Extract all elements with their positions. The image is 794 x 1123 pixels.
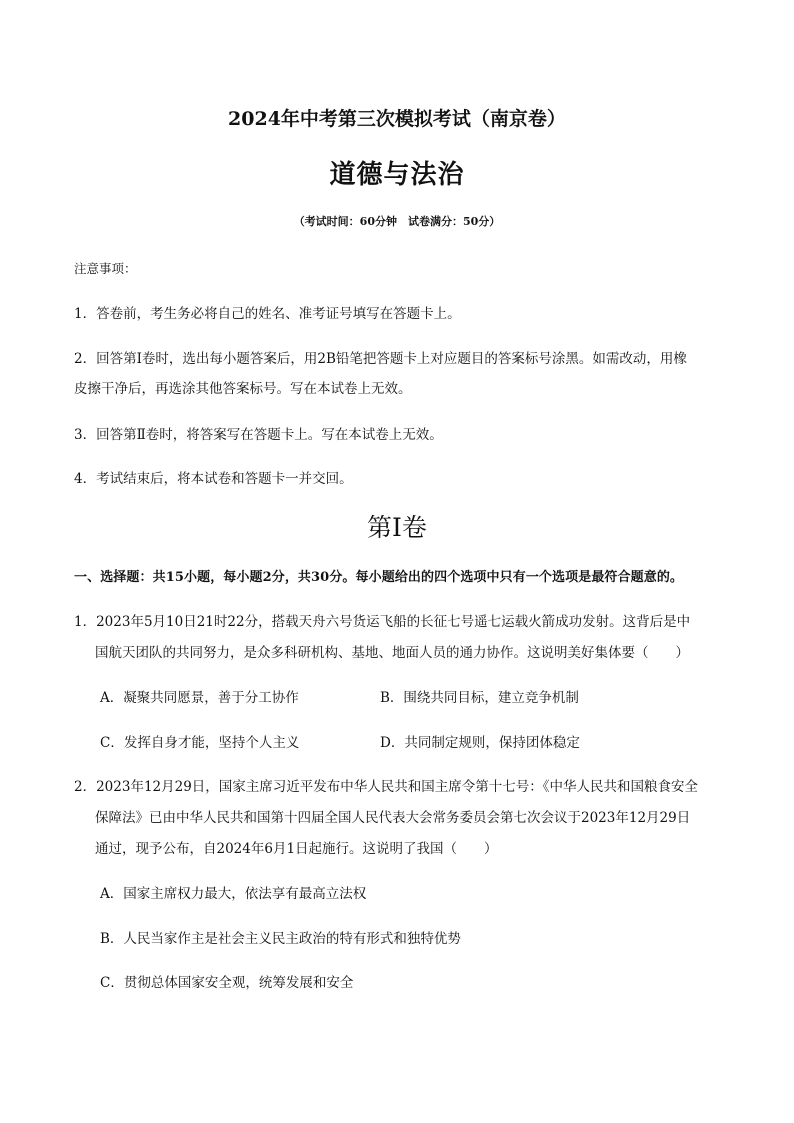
notice-item-2: 2．回答第Ⅰ卷时，选出每小题答案后，用2B铅笔把答题卡上对应题目的答案标号涂黑。如需改动，用橡: [74, 351, 687, 367]
question-2-option-b: B．人民当家作主是社会主义民主政治的特有形式和独特优势: [100, 931, 461, 947]
question-1-option-d: D．共同制定规则，保持团体稳定: [380, 735, 580, 751]
question-1-line-1: 1．2023年5月10日21时22分，搭载天舟六号货运飞船的长征七号遥七运载火箭成功发射。这背后是中: [74, 614, 691, 630]
question-1-option-c: C．发挥自身才能，坚持个人主义: [100, 735, 300, 751]
exam-title: 2024年中考第三次模拟考试（南京卷）: [228, 108, 566, 130]
notice-item-1: 1．答卷前，考生务必将自己的姓名、准考证号填写在答题卡上。: [74, 306, 461, 322]
question-2-line-2: 保障法》已由中华人民共和国第十四届全国人民代表大会常务委员会第七次会议于2023年12月29日: [95, 810, 691, 826]
question-1-option-b: B．围绕共同目标，建立竞争机制: [380, 690, 579, 706]
subject-title: 道德与法治: [329, 160, 465, 190]
question-1-line-2: 国航天团队的共同努力，是众多科研机构、基地、地面人员的通力协作。这说明美好集体要（ ）: [95, 645, 689, 661]
notice-item-3: 3．回答第Ⅱ卷时，将答案写在答题卡上。写在本试卷上无效。: [74, 427, 443, 443]
question-1-option-a: A．凝聚共同愿景，善于分工协作: [100, 690, 299, 706]
notice-item-4: 4．考试结束后，将本试卷和答题卡一并交回。: [74, 471, 353, 487]
notice-item-2-continued: 皮擦干净后，再选涂其他答案标号。写在本试卷上无效。: [74, 381, 412, 397]
question-2-line-3: 通过，现予公布，自2024年6月1日起施行。这说明了我国（ ）: [95, 841, 498, 857]
question-2-line-1: 2．2023年12月29日，国家主席习近平发布中华人民共和国主席令第十七号：《中华人民共和国粮食安全: [74, 779, 699, 795]
question-2-option-c: C．贯彻总体国家安全观，统筹发展和安全: [100, 975, 354, 991]
question-2-option-a: A．国家主席权力最大，依法享有最高立法权: [100, 886, 367, 902]
notice-heading: 注意事项：: [74, 261, 137, 276]
exam-info: （考试时间：60分钟 试卷满分：50分）: [293, 215, 501, 228]
section-heading: 第Ⅰ卷: [367, 513, 427, 542]
part-heading: 一、选择题：共15小题，每小题2分，共30分。每小题给出的四个选项中只有一个选项是最符合题意的。: [74, 570, 684, 585]
